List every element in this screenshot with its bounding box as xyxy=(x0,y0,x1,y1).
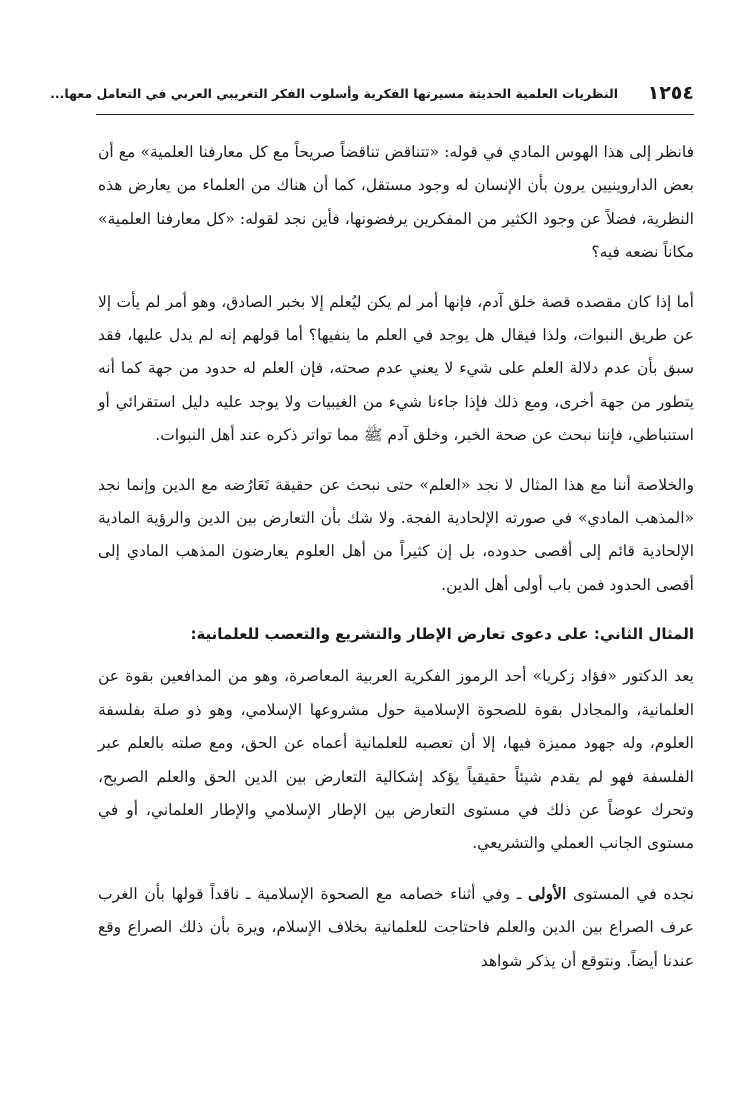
paragraph-5 xyxy=(98,877,694,978)
paragraph-5-start: نجده في المستوى xyxy=(566,884,694,903)
running-title: النظريات العلمية الحديثة مسيرتها الفكرية وأسلوب الفكر التغريبي العربي في التعامل معها... xyxy=(50,86,618,101)
header-divider xyxy=(96,114,694,115)
page-body xyxy=(98,136,694,994)
paragraph-5-emphasis: الأولى xyxy=(528,883,567,903)
running-header xyxy=(50,78,694,112)
page-number: ١٢٥٤ xyxy=(647,82,694,104)
section-heading: المثال الثاني: على دعوى تعارض الإطار والتشريع والتعصب للعلمانية: xyxy=(190,625,694,644)
paragraph-1: فانظر إلى هذا الهوس المادي في قوله: «تتناقض تناقضاً صريحاً مع كل معارفنا العلمية» مع أن بعض الداروينيين يرون بأن الإنسان له وجود مستقل، كما أن هناك من العلماء من يعارض هذه النظرية، فضلاً عن وجود الكثير من المفكرين يرفضونها، فأين نجد لقوله: «كل معارفنا العلمية» مكاناً نضعه فيه؟ xyxy=(98,143,694,262)
paragraph-2: أما إذا كان مقصده قصة خلق آدم، فإنها أمر لم يكن ليُعلم إلا بخبر الصادق، وهو أمر لم يأت إلا عن طريق النبوات، ولذا فيقال هل يوجد في العلم ما ينفيها؟ أما قولهم إنه لم يدل عليها، فقد سبق بأن عدم دلالة العلم على شيء لا يعني عدم صحته، فإن العلم له حدود من جهة كما أنه يتطور من جهة أخرى، ومع ذلك فإذا جاءنا شيء من الغيبيات ولا يوجد عليه دليل استقرائي أو استنباطي، فإننا نبحث عن صحة الخبر، وخلق آدم ﷺ مما تواتر ذكره عند أهل النبوات. xyxy=(98,292,694,445)
paragraph-5-rest: ـ وفي أثناء خصامه مع الصحوة الإسلامية ـ ناقداً قولها بأن الغرب عرف الصراع بين الدين والعلم فاحتاجت للعلمانية بخلاف الإسلام، ويرة بأن ذلك الصراع وقع عندنا أيضاً. ونتوقع أن يذكر شواهد xyxy=(98,884,694,970)
paragraph-3: والخلاصة أننا مع هذا المثال لا نجد «العلم» حتى نبحث عن حقيقة تَعَارُضه مع الدين وإنما نجد «المذهب المادي» في صورته الإلحادية الفجة. ولا شك بأن التعارض بين الدين والرؤية المادية الإلحادية قائم إلى أقصى حدوده، بل إن كثيراً من أهل العلوم يعارضون المذهب المادي إلى أقصى الحدود فمن باب أولى أهل الدين. xyxy=(98,475,694,594)
paragraph-4: يعد الدكتور «فؤاد زكريا» أحد الرموز الفكرية العربية المعاصرة، وهو من المدافعين بقوة عن العلمانية، والمجادل بقوة للصحوة الإسلامية حول مشروعها الإسلامي، وهو ذو صلة بفلسفة العلوم، وله جهود مميزة فيها، إلا أن تعصبه للعلمانية أعماه عن الحق، ومع صلته بالعلم عبر الفلسفة فهو لم يقدم شيئاً حقيقياً يؤكد إشكالية التعارض بين الدين الحق والعلم الصريح، وتحرك عوضاً عن ذلك في مستوى التعارض بين الإطار الإسلامي والإطار العلماني، أو في مستوى الجانب العملي والتشريعي. xyxy=(98,667,694,853)
